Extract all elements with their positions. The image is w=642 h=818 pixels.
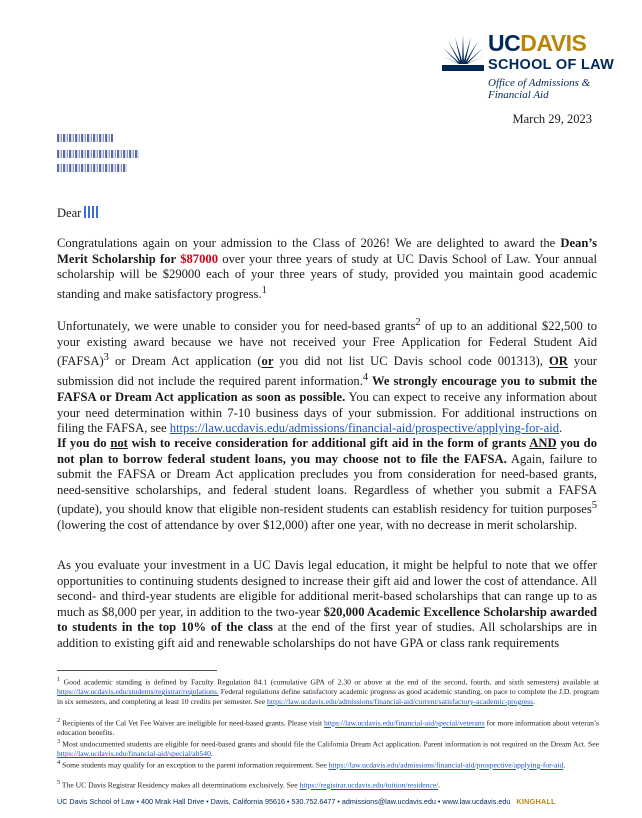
- footnote-1-regulations-link[interactable]: https://law.ucdavis.edu/students/registrar/regulations.: [57, 687, 219, 697]
- logo-school-of-law: SCHOOL OF LAW: [488, 57, 615, 73]
- redacted-address-line-2: [57, 150, 139, 158]
- letterhead-footer: UC Davis School of Law • 400 Mrak Hall Drive • Davis, California 95616 • 530.752.6477 • admissions@law.ucdavis.edu • www.law.ucdavis.edu KINGHALL: [57, 797, 556, 806]
- paragraph-continuing-scholarships: As you evaluate your investment in a UC Davis legal education, it might be helpful to note that we offer opportunities to continuing students designed to increase their gift aid and lower the cost of attendance. All second- and third-year students are eligible for additional merit-based scholarships that can range up to as much as $8,000 per year, in addition to the two-year $20,000 Academic Excellence Scholarship awarded to students in the top 10% of the class at the end of the first year of studies. All scholarships are in addition to existing gift aid and renewable scholarships do not have GPA or class rank requirements: [57, 558, 597, 650]
- redacted-address-line-3: [57, 164, 127, 172]
- footnote-3: $^3$ Most undocumented students are eligible for need-based grants and should file the California Dream Act application. Parent information is not required on the Dream Act. See https://law.ucdavis.edu/financial-aid/special/ab540.: [57, 738, 599, 759]
- footnote-4-applying-link[interactable]: https://law.ucdavis.edu/admissions/financial-aid/prospective/applying-for-aid: [328, 760, 564, 770]
- sunburst-logo-icon: [442, 33, 484, 73]
- footnote-divider: [57, 670, 217, 671]
- logo-office-name: Office of Admissions & Financial Aid: [488, 77, 591, 101]
- uc-davis-law-logo: [442, 30, 615, 103]
- redacted-address-line-1: [57, 134, 113, 142]
- footnote-5: $^5$ The UC Davis Registrar Residency makes all determinations exclusively. See https://registrar.ucdavis.edu/tuition/residence/.: [57, 779, 441, 790]
- paragraph-fafsa-optional: If you do not wish to receive consideration for additional gift aid in the form of grants AND you do not plan to borrow federal student loans, you may choose not to file the FAFSA. Again, failure to submit the FAFSA or Dream Act application precludes you from consideration for need-based grants, need-sensitive scholarships, and federal student loans. Regardless of whether you submit a FAFSA (update), you should know that eligible non-resident students can establish residency for tuition purposes$^5$ (lowering the cost of attendance by over $12,000) after one year, with no decrease in merit scholarship.: [57, 436, 597, 533]
- redacted-name: [84, 206, 98, 218]
- salutation: Dear: [57, 206, 98, 221]
- paragraph-need-based-grants: Unfortunately, we were unable to consider you for need-based grants$^2$ of up to an additional $22,500 to your existing award because we have not received your Free Application for Federal Student Aid (FAFSA)$^3$ or Dream Act application (or you did not list UC Davis school code 001313), OR your submission did not include the required parent information.$^4$ We strongly encourage you to submit the FAFSA or Dream Act application as soon as possible. You can expect to receive any information about your need determination within 7-10 business days of your submission. For additional instructions on filing the FAFSA, see https://law.ucdavis.edu/admissions/financial-aid/prospective/applying-for-aid.: [57, 317, 598, 436]
- letter-date: March 29, 2023: [512, 112, 592, 126]
- footnote-4: $^4$ Some students may qualify for an exception to the parent information requirement. See https://law.ucdavis.edu/admissions/financial-aid/prospective/applying-for-aid.: [57, 759, 566, 770]
- paragraph-scholarship-award: Congratulations again on your admission to the Class of 2026! We are delighted to award the Dean’s Merit Scholarship for $87000 over your three years of study at UC Davis School of Law. Your annual scholarship will be $29000 each of your three years of study, provided you maintain good academic standing and make satisfactory progress.$^1$: [57, 236, 597, 301]
- footnote-2: $^2$ Recipients of the Cal Vet Fee Waiver are ineligible for need-based grants. Please visit https://law.ucdavis.edu/financial-aid/special/veterans for more information about veteran’s education benefits.: [57, 717, 599, 738]
- footnote-1-sap-link[interactable]: https://law.ucdavis.edu/admissions/financial-aid/current/satisfactory-academic-progress: [267, 696, 534, 706]
- king-hall-logo: KINGHALL: [516, 797, 556, 806]
- logo-wordmark: UCDAVIS: [488, 30, 587, 56]
- scholarship-amount: $87000: [180, 251, 218, 266]
- fafsa-instructions-link[interactable]: https://law.ucdavis.edu/admissions/financial-aid/prospective/applying-for-aid: [169, 421, 560, 436]
- footnote-1: $^1$ Good academic standing is defined by Faculty Regulation 84.1 (cumulative GPA of 2.30 or above at the end of the second, fourth, and sixth semesters) available at https://law.ucdavis.edu/students/registrar/regulations. Federal regulations define satisfactory academic progress as good academic standing, on pace to complete the J.D. program in six semesters, and completing at least 10 credits per semester. See https://law.ucdavis.edu/admissions/financial-aid/current/satisfactory-academic-progress.: [57, 676, 599, 706]
- footnote-5-residence-link[interactable]: https://registrar.ucdavis.edu/tuition/residence/: [299, 780, 439, 790]
- footnote-3-ab540-link[interactable]: https://law.ucdavis.edu/financial-aid/special/ab540: [57, 749, 211, 759]
- footnote-2-veterans-link[interactable]: https://law.ucdavis.edu/financial-aid/special/veterans: [324, 718, 485, 728]
